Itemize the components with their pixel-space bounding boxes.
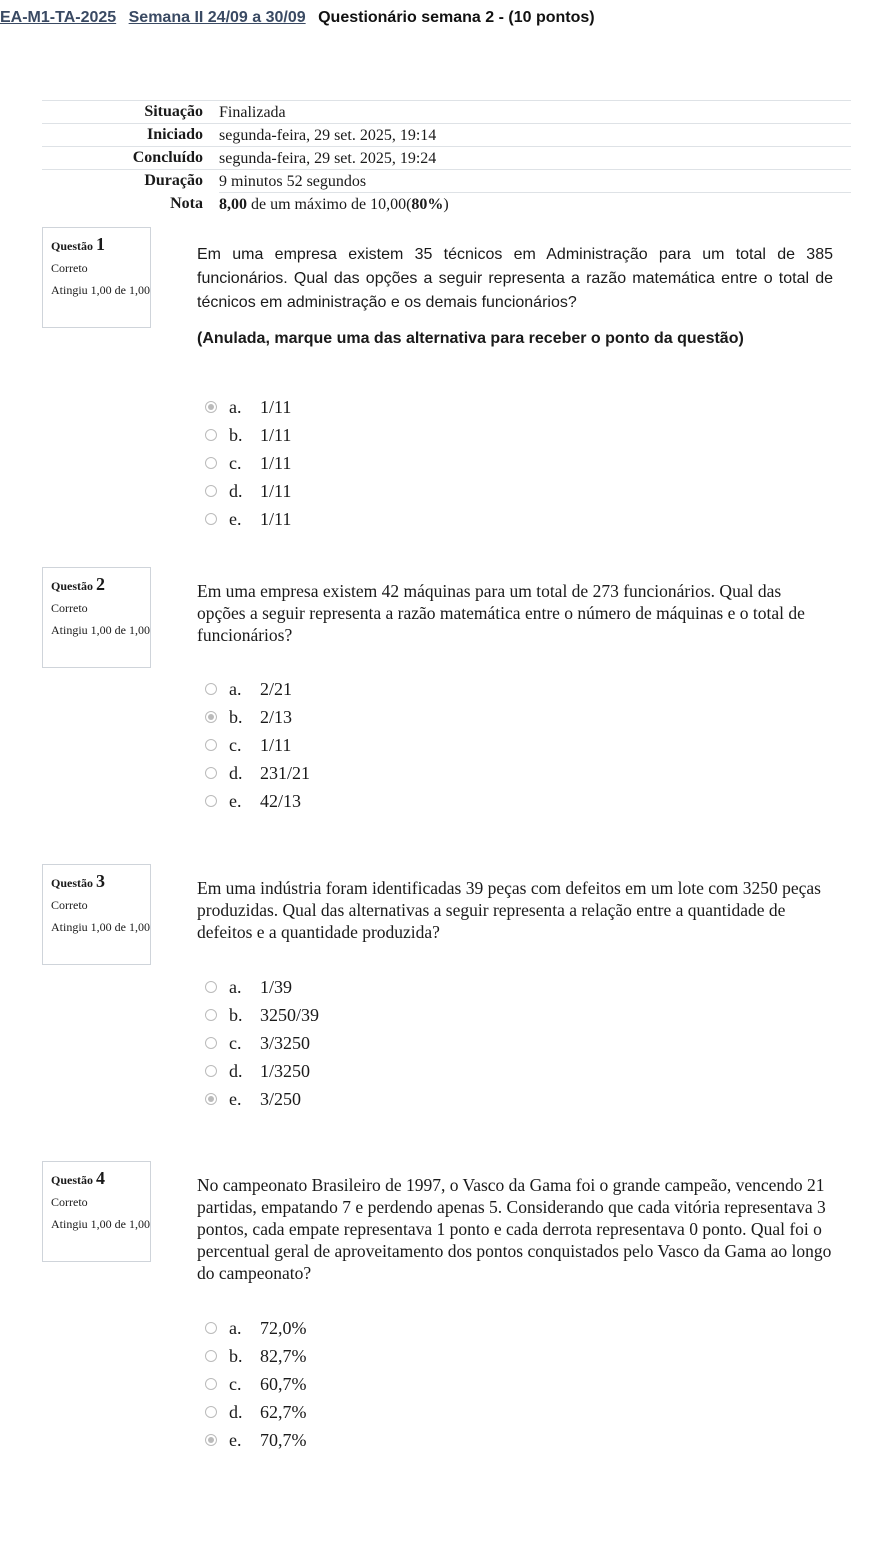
option-letter: d. xyxy=(229,480,243,501)
option-letter: a. xyxy=(229,976,242,997)
answer-option[interactable] xyxy=(205,1370,307,1398)
radio-button[interactable] xyxy=(205,739,217,751)
option-value: 82,7% xyxy=(260,1345,307,1366)
summary-label: Situação xyxy=(42,101,219,124)
radio-button[interactable] xyxy=(205,1350,217,1362)
question-num: 1 xyxy=(96,234,105,254)
option-letter: c. xyxy=(229,1032,242,1053)
question-grade: Atingiu 1,00 de 1,00 xyxy=(51,1217,150,1231)
answer-option[interactable] xyxy=(205,1029,319,1057)
grade-close: ) xyxy=(443,195,449,213)
radio-button[interactable] xyxy=(205,1378,217,1390)
summary-label: Concluído xyxy=(42,147,219,170)
radio-button[interactable] xyxy=(205,513,217,525)
question-text: Em uma empresa existem 42 máquinas para um total de 273 funcionários. Qual das opções a seguir representa a razão matemática entre o número de máquinas e o total de funcionários? xyxy=(197,581,805,645)
answer-option[interactable] xyxy=(205,449,291,477)
question-prefix: Questão xyxy=(51,1173,93,1187)
question-num: 2 xyxy=(96,574,105,594)
answer-option[interactable] xyxy=(205,1342,307,1370)
answer-options xyxy=(205,393,291,533)
option-letter: d. xyxy=(229,762,243,783)
breadcrumb xyxy=(0,9,595,27)
question-num: 3 xyxy=(96,871,105,891)
answer-option[interactable] xyxy=(205,1085,319,1113)
answer-option[interactable] xyxy=(205,1314,307,1342)
answer-option[interactable] xyxy=(205,703,310,731)
question-text-block xyxy=(197,877,833,943)
option-letter: e. xyxy=(229,1088,242,1109)
option-value: 60,7% xyxy=(260,1373,307,1394)
question-grade: Atingiu 1,00 de 1,00 xyxy=(51,283,150,297)
option-letter: c. xyxy=(229,1373,242,1394)
summary-value: Finalizada xyxy=(219,101,851,124)
answer-option[interactable] xyxy=(205,477,291,505)
radio-button[interactable] xyxy=(205,1009,217,1021)
question-text: Em uma empresa existem 35 técnicos em Administração para um total de 385 funcionários. Qual das opções a seguir representa a razão matemática entre o total de técnicos em administração e os demais funcionários? xyxy=(197,246,833,311)
option-letter: a. xyxy=(229,396,242,417)
option-value: 2/13 xyxy=(260,706,293,727)
radio-button[interactable] xyxy=(205,401,217,413)
option-value: 2/21 xyxy=(260,678,293,699)
option-value: 231/21 xyxy=(260,762,311,783)
answer-option[interactable] xyxy=(205,1426,307,1454)
summary-label: Nota xyxy=(170,194,203,212)
answer-option[interactable] xyxy=(205,675,310,703)
option-value: 1/11 xyxy=(260,424,292,445)
option-letter: c. xyxy=(229,734,242,755)
answer-option[interactable] xyxy=(205,1398,307,1426)
option-value: 1/11 xyxy=(260,396,292,417)
radio-button[interactable] xyxy=(205,1065,217,1077)
attempt-summary xyxy=(42,100,851,215)
summary-value: segunda-feira, 29 set. 2025, 19:14 xyxy=(219,124,851,147)
radio-button[interactable] xyxy=(205,485,217,497)
grade-max: de um máximo de 10,00( xyxy=(247,195,412,213)
answer-option[interactable] xyxy=(205,505,291,533)
question-number xyxy=(51,1168,150,1189)
answer-option[interactable] xyxy=(205,1057,319,1085)
option-value: 3250/39 xyxy=(260,1004,320,1025)
question-text: No campeonato Brasileiro de 1997, o Vasco da Gama foi o grande campeão, vencendo 21 partidas, empatando 7 e perdendo apenas 5. Considerando que cada vitória representava 3 pontos, cada empate representava 1 ponto e cada derrota representava 0 ponto. Qual foi o percentual geral de aproveitamento dos pontos conquistados pelo Vasco da Gama ao longo do campeonato? xyxy=(197,1175,832,1283)
option-value: 42/13 xyxy=(260,790,302,811)
option-letter: d. xyxy=(229,1401,243,1422)
answer-options xyxy=(205,1314,307,1454)
question-prefix: Questão xyxy=(51,239,93,253)
question-number xyxy=(51,574,150,595)
question-info xyxy=(42,567,151,668)
option-letter: b. xyxy=(229,1345,243,1366)
option-letter: b. xyxy=(229,1004,243,1025)
question-status: Correto xyxy=(51,601,88,615)
answer-option[interactable] xyxy=(205,421,291,449)
summary-value: 9 minutos 52 segundos xyxy=(219,170,851,193)
radio-button[interactable] xyxy=(205,795,217,807)
radio-button[interactable] xyxy=(205,767,217,779)
option-value: 3/250 xyxy=(260,1088,302,1109)
option-value: 1/11 xyxy=(260,452,292,473)
summary-label: Iniciado xyxy=(42,124,219,147)
question-number xyxy=(51,234,150,255)
option-letter: b. xyxy=(229,706,243,727)
answer-option[interactable] xyxy=(205,731,310,759)
question-grade: Atingiu 1,00 de 1,00 xyxy=(51,920,150,934)
option-value: 62,7% xyxy=(260,1401,307,1422)
radio-button[interactable] xyxy=(205,457,217,469)
summary-label: Duração xyxy=(42,170,219,193)
answer-option[interactable] xyxy=(205,973,319,1001)
option-value: 1/3250 xyxy=(260,1060,311,1081)
answer-option[interactable] xyxy=(205,759,310,787)
grade-percent: 80% xyxy=(411,195,444,213)
option-letter: e. xyxy=(229,1429,242,1450)
radio-button[interactable] xyxy=(205,1037,217,1049)
question-number xyxy=(51,871,150,892)
option-letter: a. xyxy=(229,1317,242,1338)
summary-value: segunda-feira, 29 set. 2025, 19:24 xyxy=(219,147,851,170)
grade-score: 8,00 xyxy=(219,195,247,213)
option-letter: a. xyxy=(229,678,242,699)
radio-button[interactable] xyxy=(205,711,217,723)
question-text-block xyxy=(197,243,833,351)
option-value: 1/11 xyxy=(260,480,292,501)
radio-button[interactable] xyxy=(205,981,217,993)
answer-options xyxy=(205,675,310,815)
breadcrumb-section-link[interactable]: Semana II 24/09 a 30/09 xyxy=(128,9,306,26)
option-letter: e. xyxy=(229,508,242,529)
question-text-block xyxy=(197,1174,833,1284)
question-prefix: Questão xyxy=(51,579,93,593)
breadcrumb-current: Questionário semana 2 - (10 pontos) xyxy=(318,9,595,26)
radio-button[interactable] xyxy=(205,1406,217,1418)
option-letter: b. xyxy=(229,424,243,445)
option-value: 1/11 xyxy=(260,734,292,755)
question-prefix: Questão xyxy=(51,876,93,890)
option-value: 1/11 xyxy=(260,508,292,529)
summary-grade xyxy=(219,193,851,216)
question-info xyxy=(42,227,151,328)
question-info xyxy=(42,864,151,965)
question-note: (Anulada, marque uma das alternativa para receber o ponto da questão) xyxy=(197,330,744,347)
option-letter: e. xyxy=(229,790,242,811)
radio-button[interactable] xyxy=(205,1093,217,1105)
answer-option[interactable] xyxy=(205,393,291,421)
option-letter: c. xyxy=(229,452,242,473)
answer-option[interactable] xyxy=(205,1001,319,1029)
question-text-block xyxy=(197,580,833,646)
answer-options xyxy=(205,973,319,1113)
question-info xyxy=(42,1161,151,1262)
radio-button[interactable] xyxy=(205,1322,217,1334)
question-status: Correto xyxy=(51,898,88,912)
radio-button[interactable] xyxy=(205,1434,217,1446)
answer-option[interactable] xyxy=(205,787,310,815)
radio-button[interactable] xyxy=(205,429,217,441)
question-status: Correto xyxy=(51,1195,88,1209)
question-status: Correto xyxy=(51,261,88,275)
breadcrumb-course-link[interactable]: EA-M1-TA-2025 xyxy=(0,9,117,26)
option-letter: d. xyxy=(229,1060,243,1081)
question-text: Em uma indústria foram identificadas 39 peças com defeitos em um lote com 3250 peças produzidas. Qual das alternativas a seguir representa a relação entre a quantidade de defeitos e a quantidade produzida? xyxy=(197,878,821,942)
radio-button[interactable] xyxy=(205,683,217,695)
option-value: 3/3250 xyxy=(260,1032,311,1053)
option-value: 70,7% xyxy=(260,1429,307,1450)
question-num: 4 xyxy=(96,1168,105,1188)
option-value: 1/39 xyxy=(260,976,293,997)
question-grade: Atingiu 1,00 de 1,00 xyxy=(51,623,150,637)
option-value: 72,0% xyxy=(260,1317,307,1338)
